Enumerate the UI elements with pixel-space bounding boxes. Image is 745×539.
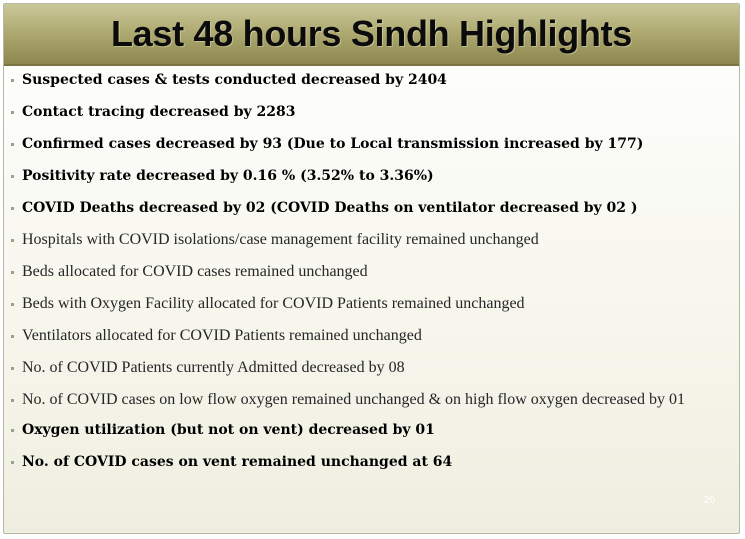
bullet-suspected-cases: Suspected cases & tests conducted decreased by 2404 [4,70,739,90]
bullet-cases-on-vent: No. of COVID cases on vent remained unchanged at 64 [4,452,739,472]
bullet-positivity-rate: Positivity rate decreased by 0.16 % (3.52% to 3.36%) [4,166,739,186]
title-bar [4,4,739,66]
bullet-confirmed-cases: Confirmed cases decreased by 93 (Due to Local transmission increased by 177) [4,134,739,154]
bullet-oxygen-beds: Beds with Oxygen Facility allocated for COVID Patients remained unchanged [4,294,739,314]
bullet-hospitals: Hospitals with COVID isolations/case management facility remained unchanged [4,230,739,250]
slide-title: Last 48 hours Sindh Highlights [110,13,633,54]
bullet-beds-allocated: Beds allocated for COVID cases remained unchanged [4,262,739,282]
highlights-list [4,70,739,484]
page-number: 20 [703,495,715,506]
bullet-patients-admitted: No. of COVID Patients currently Admitted decreased by 08 [4,358,739,378]
bullet-ventilators: Ventilators allocated for COVID Patients remained unchanged [4,326,739,346]
bullet-contact-tracing: Contact tracing decreased by 2283 [4,102,739,122]
bullet-oxygen-flow: No. of COVID cases on low flow oxygen remained unchanged & on high flow oxygen decreased by 01 [4,390,739,410]
slide [3,3,740,534]
bullet-oxygen-utilization: Oxygen utilization (but not on vent) decreased by 01 [4,420,739,440]
bullet-covid-deaths: COVID Deaths decreased by 02 (COVID Deaths on ventilator decreased by 02 ) [4,198,739,218]
